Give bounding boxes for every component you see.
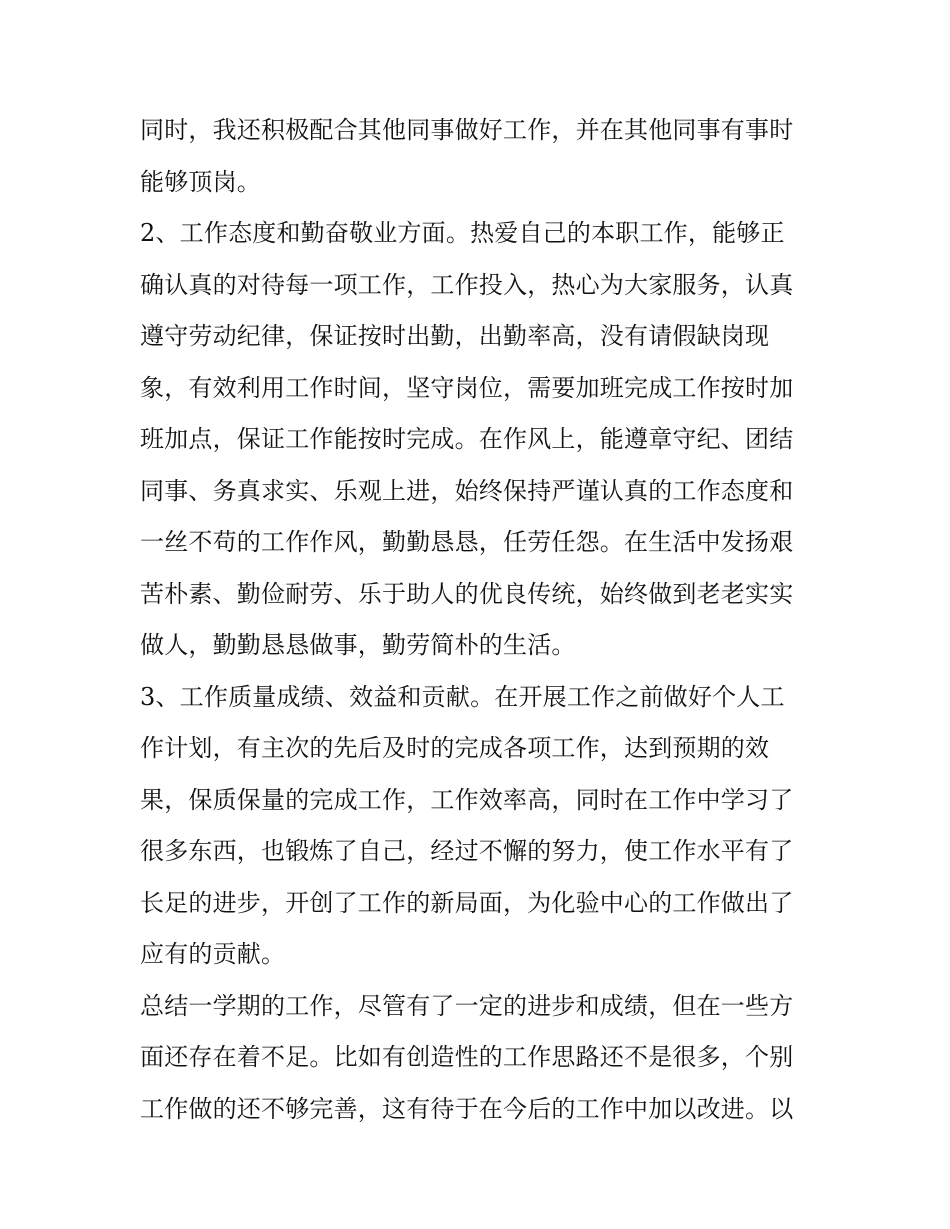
text-line: 长足的进步，开创了工作的新局面，为化验中心的工作做出了 [140,888,794,917]
text-line: 班加点，保证工作能按时完成。在作风上，能遵章守纪、团结 [140,425,794,453]
text-line: 2、工作态度和勤奋敬业方面。热爱自己的本职工作，能够正 [140,219,785,247]
text-line: 同事、务真求实、乐观上进，始终保持严谨认真的工作态度和 [140,476,794,505]
text-line: 作计划，有主次的先后及时的完成各项工作，达到预期的效 [140,734,770,762]
text-line: 遵守劳动纪律，保证按时出勤，出勤率高，没有请假缺岗现 [140,322,770,350]
text-line: 应有的贡献。 [140,940,286,968]
document-body [140,105,830,1135]
text-line: 做人，勤勤恳恳做事，勤劳简朴的生活。 [140,631,576,659]
text-line: 象，有效利用工作时间，坚守岗位，需要加班完成工作按时加 [140,373,794,402]
text-line: 3、工作质量成绩、效益和贡献。在开展工作之前做好个人工 [140,682,785,711]
text-line: 同时，我还积极配合其他同事做好工作，并在其他同事有事时 [140,116,794,144]
text-line: 很多东西，也锻炼了自己，经过不懈的努力，使工作水平有了 [140,837,794,865]
text-line: 确认真的对待每一项工作，工作投入，热心为大家服务，认真 [140,270,794,299]
text-line: 工作做的还不够完善，这有待于在今后的工作中加以改进。以 [140,1094,794,1123]
text-line: 总结一学期的工作，尽管有了一定的进步和成绩，但在一些方 [140,991,794,1020]
text-line: 果，保质保量的完成工作，工作效率高，同时在工作中学习了 [140,785,794,814]
text-line: 能够顶岗。 [140,167,261,196]
text-line: 苦朴素、勤俭耐劳、乐于助人的优良传统，始终做到老老实实 [140,579,794,608]
text-line: 面还存在着不足。比如有创造性的工作思路还不是很多，个别 [140,1043,794,1071]
text-line: 一丝不苟的工作作风，勤勤恳恳，任劳任怨。在生活中发扬艰 [140,528,794,556]
